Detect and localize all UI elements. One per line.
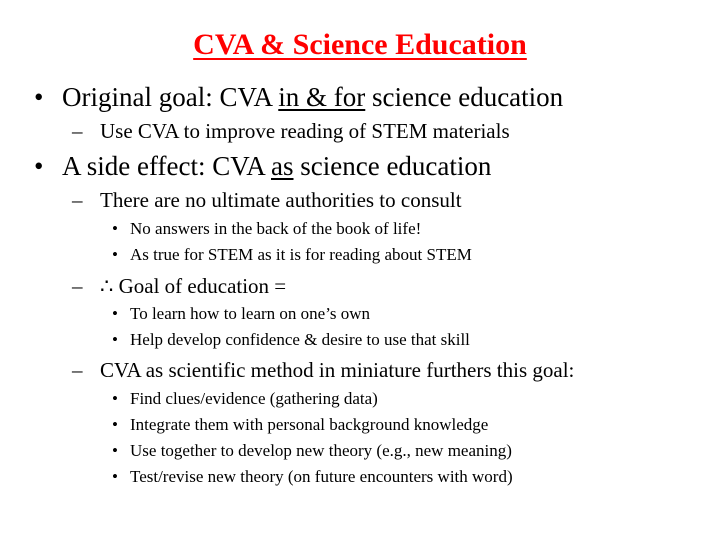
bullet-marker: • <box>34 151 44 181</box>
list-item: Find clues/evidence (gathering data) <box>130 389 378 408</box>
small-bullet-marker: • <box>112 441 118 460</box>
dash-marker: – <box>72 274 83 298</box>
bullet-original-goal <box>62 82 563 113</box>
underlined-phrase: as <box>271 151 294 181</box>
sub-bullet: ∴ Goal of education = <box>100 274 287 298</box>
list-item: Integrate them with personal background knowledge <box>130 415 489 434</box>
dash-marker: – <box>72 358 83 382</box>
list-item: No answers in the back of the book of life! <box>130 219 422 238</box>
small-bullet-marker: • <box>112 330 118 349</box>
small-bullet-marker: • <box>112 219 118 238</box>
sub-bullet: Use CVA to improve reading of STEM materials <box>100 119 510 143</box>
list-item: Use together to develop new theory (e.g., new meaning) <box>130 441 512 460</box>
bullet-side-effect <box>62 151 491 182</box>
list-item: To learn how to learn on one’s own <box>130 304 371 323</box>
dash-marker: – <box>72 188 83 212</box>
underlined-phrase: in & for <box>278 82 366 112</box>
small-bullet-marker: • <box>112 415 118 434</box>
list-item: Test/revise new theory (on future encounters with word) <box>130 467 513 486</box>
bullet-text: Original goal: CVA <box>62 82 279 112</box>
small-bullet-marker: • <box>112 467 118 486</box>
small-bullet-marker: • <box>112 304 118 323</box>
list-item: Help develop confidence & desire to use that skill <box>130 330 470 349</box>
small-bullet-marker: • <box>112 389 118 408</box>
bullet-text: A side effect: CVA <box>62 151 271 181</box>
sub-bullet: CVA as scientific method in miniature furthers this goal: <box>100 358 575 382</box>
list-item: As true for STEM as it is for reading about STEM <box>130 245 472 264</box>
small-bullet-marker: • <box>112 245 118 264</box>
bullet-marker: • <box>34 82 44 112</box>
sub-bullet: There are no ultimate authorities to consult <box>100 188 462 212</box>
slide-title: CVA & Science Education <box>193 28 527 61</box>
bullet-text: science education <box>365 82 564 112</box>
bullet-text: science education <box>293 151 492 181</box>
dash-marker: – <box>72 119 83 143</box>
